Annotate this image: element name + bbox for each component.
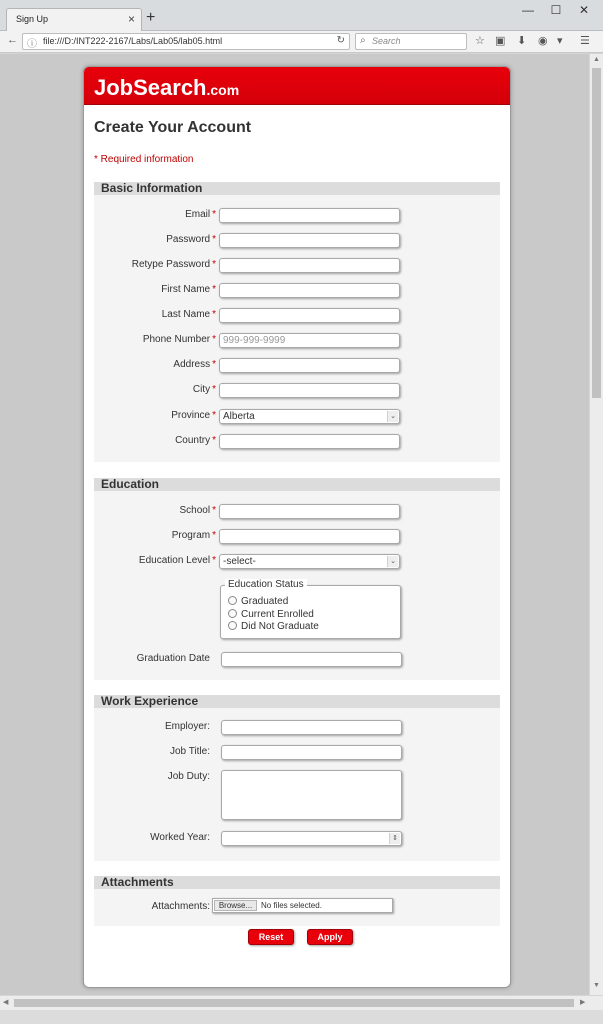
file-input[interactable] — [212, 898, 393, 913]
download-icon[interactable]: ⬇ — [517, 35, 527, 47]
back-icon[interactable]: ← — [7, 34, 18, 46]
program-label: Program * — [171, 530, 216, 541]
scroll-right-icon[interactable]: ▶ — [580, 999, 586, 1006]
horizontal-scroll-thumb[interactable] — [14, 999, 574, 1007]
bookmark-star-icon[interactable]: ☆ — [475, 35, 485, 47]
password-label: Password * — [166, 234, 216, 245]
job-duty-label: Job Duty: — [167, 771, 210, 782]
graduation-date-input[interactable] — [221, 652, 402, 667]
url-bar[interactable] — [22, 33, 350, 50]
browser-navbar — [0, 31, 603, 53]
site-banner — [84, 67, 510, 105]
section-header: Education — [94, 478, 500, 491]
reading-list-icon[interactable]: ▣ — [495, 35, 506, 47]
section-header: Work Experience — [94, 695, 500, 708]
radio-icon[interactable] — [228, 596, 237, 605]
new-tab-button[interactable]: + — [146, 9, 156, 26]
work-experience-section — [94, 695, 500, 861]
file-status: No files selected. — [261, 901, 322, 910]
logo-main-text: JobSearch — [94, 75, 207, 100]
tab-title: Sign Up — [16, 14, 49, 24]
close-window-icon[interactable]: ✕ — [578, 3, 590, 17]
scroll-down-icon[interactable]: ▼ — [593, 982, 600, 989]
education-status-fieldset — [220, 579, 401, 639]
province-value: Alberta — [223, 411, 255, 422]
attachments-section — [94, 876, 500, 926]
country-label: Country * — [175, 435, 216, 446]
retype-password-label: Retype Password * — [131, 259, 216, 270]
password-input[interactable] — [219, 233, 400, 248]
phone-label: Phone Number * — [142, 334, 216, 345]
job-duty-textarea[interactable] — [221, 770, 402, 820]
section-header: Attachments — [94, 876, 500, 889]
province-label: Province * — [171, 410, 216, 421]
last-name-label: Last Name * — [161, 309, 216, 320]
horizontal-scrollbar[interactable] — [0, 995, 603, 1010]
employer-input[interactable] — [221, 720, 402, 735]
vertical-scrollbar[interactable] — [589, 54, 603, 995]
job-title-input[interactable] — [221, 745, 402, 760]
school-input[interactable] — [219, 504, 400, 519]
job-title-label: Job Title: — [169, 746, 210, 757]
city-input[interactable] — [219, 383, 400, 398]
minimize-icon[interactable]: — — [522, 3, 534, 17]
browser-tab[interactable] — [6, 8, 142, 31]
education-level-value: -select- — [223, 556, 256, 567]
worked-year-input[interactable] — [221, 831, 402, 846]
info-icon[interactable]: ⓘ — [27, 39, 37, 50]
scroll-left-icon[interactable]: ◀ — [3, 999, 9, 1006]
search-icon: ⌕ — [360, 35, 366, 46]
chevron-down-icon: ⌄ — [387, 411, 398, 422]
reset-button[interactable]: Reset — [248, 929, 294, 945]
education-status-legend: Education Status — [225, 579, 307, 590]
scroll-up-icon[interactable]: ▲ — [593, 56, 600, 63]
search-bar[interactable] — [355, 33, 467, 50]
phone-input[interactable]: 999-999-9999 — [219, 333, 400, 348]
menu-icon[interactable]: ☰ — [580, 35, 590, 47]
url-text[interactable]: file:///D:/INT222-2167/Labs/Lab05/lab05.html — [43, 36, 223, 46]
email-label: Email * — [185, 209, 216, 220]
page-title: Create Your Account — [94, 119, 252, 136]
maximize-icon[interactable]: ☐ — [550, 3, 562, 17]
window-bottom-edge — [0, 1010, 603, 1024]
retype-password-input[interactable] — [219, 258, 400, 273]
spinner-icon[interactable]: ⇕ — [389, 833, 400, 844]
graduation-date-label: Graduation Date — [136, 653, 210, 664]
vertical-scroll-thumb[interactable] — [592, 68, 601, 398]
tab-close-icon[interactable]: × — [127, 12, 135, 26]
address-input[interactable] — [219, 358, 400, 373]
signup-form-card — [83, 66, 511, 988]
city-label: City * — [192, 384, 216, 395]
search-placeholder: Search — [372, 36, 401, 46]
account-icon[interactable]: ◉ — [538, 35, 548, 47]
status-option-graduated[interactable]: Graduated — [228, 596, 288, 607]
chevron-down-icon: ⌄ — [387, 556, 398, 567]
required-note: * Required information — [94, 154, 194, 165]
status-option-current-enrolled[interactable]: Current Enrolled — [228, 609, 314, 620]
page-viewport — [0, 54, 589, 995]
apply-button[interactable]: Apply — [307, 929, 353, 945]
country-input[interactable] — [219, 434, 400, 449]
reload-icon[interactable]: ↻ — [336, 35, 345, 46]
browser-titlebar — [0, 0, 603, 31]
employer-label: Employer: — [164, 721, 210, 732]
basic-information-section — [94, 182, 500, 462]
section-header: Basic Information — [94, 182, 500, 195]
radio-icon[interactable] — [228, 621, 237, 630]
last-name-input[interactable] — [219, 308, 400, 323]
first-name-input[interactable] — [219, 283, 400, 298]
status-option-did-not-graduate[interactable]: Did Not Graduate — [228, 621, 319, 632]
program-input[interactable] — [219, 529, 400, 544]
education-level-select[interactable] — [219, 554, 400, 569]
school-label: School * — [179, 505, 216, 516]
education-level-label: Education Level * — [138, 555, 216, 566]
address-label: Address * — [173, 359, 216, 370]
first-name-label: First Name * — [161, 284, 216, 295]
dropdown-icon[interactable]: ▾ — [557, 35, 563, 47]
attachments-label: Attachments: — [151, 901, 210, 912]
site-logo — [94, 75, 239, 101]
education-section — [94, 478, 500, 680]
email-input[interactable] — [219, 208, 400, 223]
radio-icon[interactable] — [228, 609, 237, 618]
province-select[interactable] — [219, 409, 400, 424]
worked-year-label: Worked Year: — [150, 832, 210, 843]
logo-suffix: .com — [206, 82, 240, 98]
browse-button[interactable]: Browse... — [214, 900, 257, 911]
